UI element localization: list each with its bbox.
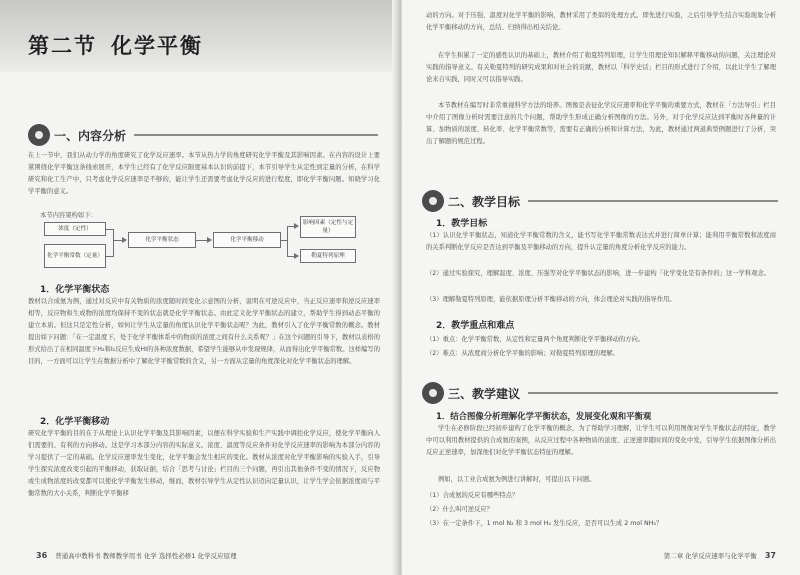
goal-1: （1）认识化学平衡状态，知道化学平衡常数的含义，能书写化学平衡常数表达式并进行简单计算；能利用平衡常数和浓度商的关系判断化学反应是否达到平衡及平衡移动的方向，提升认定量的角度分析化学反应的能力。 <box>426 232 776 251</box>
chapter-name: 化学平衡 <box>111 33 203 58</box>
paragraph-equilibrium-shift: 研究化学平衡的目的在于从理论上认识化学平衡及其影响因素，以便在科学实验和生产实践中调控化学反应，使化学平衡向人们需要的、有利的方向移动。这是学习本部分内容的实际意义。浓度、温度等反应条件对化学反应速率的影响为本部分内容的学习提供了一定的基础。化学反应速率发生变化，化学平衡会发生相应的变化。教材从浓度对化学平衡影响的实验入手，引导学生探究浓度改变引起的平衡移动，获取证据，结合「思考与讨论」栏目的三个问题，再引出其他条件不变的情况下，反应物或生成物浓度的改变都可以使化学平衡发生移动，继而，教材引导学生从定性认识迈向定量认识，让学生学会依据浓度商与平衡常数的大小关系，判断化学平衡移 <box>28 430 380 497</box>
paragraph-methods: 本节教材在编写时非常重视科学方法的培养。图像是表征化学反应速率和化学平衡的重要方式，教材在「方法导引」栏目中介绍了图像分析时需要注意的几个问题，帮助学生形成正确分析图像的方法。另外，对于化学反应达到平衡时各种量的计算、加物质的浓度、转化率、化学平衡常数等，需要有正确的分析和计算方法，为此，教材通过两道典型例题进行了分析，突出了解题的规范过程。 <box>426 102 776 145</box>
question-1: （1）合成氨的反应有哪些特点？ <box>426 492 519 499</box>
diagram-box-equilibrium-state: 化学平衡状态 <box>128 232 196 248</box>
key-point-2: （2）难点：从浓度商分析化学平衡的影响；对勒夏特列原理的理解。 <box>426 350 619 357</box>
question-2: （2）什么叫可逆反应？ <box>426 506 493 513</box>
paragraph-equilibrium-state: 教材以合成氨为例，通过对反应中有关物质的浓度随时间变化示意图的分析，说明在可逆反应中，当正反应速率和逆反应速率相等，反应物和生成物的浓度均保持不变的状态就是化学平衡状态。由此定义化学平衡状态的建立，帮助学生得到动态平衡的建立本质。但这只是定性分析，如何让学生从定量的角度认识化学平衡状态呢？为此，教材引入了化学平衡常数的概念。教材提出如下问题：「在一定温度下，处于化学平衡体系中的物质的浓度之间有什么关系呢？」在这个问题的引导下，教材以表格的形式给出了在相同温度下H₂和I₂反应生成HI的各种浓度数据，希望学生能够从中发现规律，从而得出化学平衡常数。这样编写的目的，一方面可以让学生在数据分析中了解化学平衡常数的含义，另一方面从定量的角度深化对化学平衡状态的理解。 <box>28 298 380 365</box>
key-point-1: （1）重点：化学平衡常数，从定性和定量两个角度判断化学平衡移动的方向。 <box>426 336 645 343</box>
right-page <box>402 0 800 575</box>
paragraph-continuation: 动的方向。对于压强、温度对化学平衡的影响，教材采用了类似的处理方式。即先进行实验，之后引导学生结合实验现象分析化学平衡移动的方向，总结、归纳得出相关结论。 <box>426 12 776 31</box>
chapter-label: 第二章 <box>663 552 684 560</box>
subheading-key-points: 2．教学重点和难点 <box>436 321 515 331</box>
section-bullet-icon <box>28 124 50 146</box>
left-page <box>0 0 398 575</box>
section-bullet-icon <box>422 382 444 404</box>
paragraph-suggestion: 学生在必修阶段已经初步建构了化学平衡的概念，为了帮助学习理解，让学生可以利用图像对学生平衡状态的特征，教学中可以利用教材提供的合成氨的案例，从反应过程中各种物质的浓度、正逆速率随时间的变化中发，引导学生依据图像分析出反应正逆速率，加深他们对化学平衡状态特征的理解。 <box>426 425 776 456</box>
right-footer <box>664 551 776 560</box>
diagram-box-equilibrium-constant: 化学平衡常数（定量） <box>44 244 106 268</box>
diagram-box-influencing-factors: 影响因素（定性与定量） <box>300 216 356 238</box>
subheading-equilibrium-state: 1．化学平衡状态 <box>40 285 110 295</box>
chapter-footer-title: 化学反应速率与化学平衡 <box>685 552 757 560</box>
subheading-suggestion-1: 1．结合图像分析理解化学平衡状态，发展变化观和平衡观 <box>436 411 652 421</box>
section-heading-content-analysis: 一、内容分析 <box>28 124 378 146</box>
section-heading-teaching-goals: 二、教学目标 <box>422 190 778 212</box>
goal-3: （3）理解勒夏特列原理，能依据原理分析平衡移动的方向，体会理论对实践的指导作用。 <box>426 296 676 303</box>
section-heading-teaching-suggestions: 三、教学建议 <box>422 382 778 404</box>
goal-2: （2）通过实验探究，理解温度、浓度、压强等对化学平衡状态的影响，进一步建构「化学变化是有条件的」这一学科观念。 <box>426 270 771 277</box>
structure-intro: 本节内容架构如下： <box>40 212 97 219</box>
left-footer <box>36 551 237 560</box>
section-bullet-icon <box>422 190 444 212</box>
paragraph-example: 例如，以工业合成氨为例进行讲解时，可提出以下问题。 <box>438 476 596 483</box>
diagram-box-concentration: 浓度（定性） <box>44 222 106 236</box>
subheading-equilibrium-shift: 2．化学平衡移动 <box>40 417 110 427</box>
chapter-number: 第二节 <box>28 33 97 58</box>
book-title: 普通高中教科书 教师教学用书 化学 选择性必修1 化学反应原理 <box>55 552 237 560</box>
page-number-left: 36 <box>36 551 48 560</box>
intro-paragraph: 在上一节中，我们从动力学的角度研究了化学反应速率。本节从热力学的角度研究化学平衡及其影响因素。在内容的设计上要紧围绕化学平衡这条线索展开，本学生已经有了化学反应限度基本认识的前提下，本节引导学生从定性到定量的分析，在科学研究和化工生产中，只考虑化学反应速率是不够的，能让学生还需要考虑化学反应的进行程度，即化学平衡问题。知晓学习化学平衡的意义。 <box>28 152 380 195</box>
subheading-teaching-goals: 1．教学目标 <box>436 219 488 229</box>
chapter-title <box>28 30 217 60</box>
diagram-box-le-chatelier: 勒夏特列原理 <box>300 249 356 263</box>
page-number-right: 37 <box>764 551 776 560</box>
question-3: （3）在一定条件下，1 mol N₂ 和 3 mol H₂ 发生反应，是否可以生成 2 mol NH₃？ <box>426 520 663 527</box>
paragraph-le-chatelier: 在学生积累了一定的感性认识的基础上，教材介绍了勒夏特列原理，让学生用理论知识解释平衡移动的问题，关注理论对实践的指导意义。有关勒夏特列的研究成果和对社会的贡献，教材以「科学史话」栏目的形式进行了介绍，以此让学生了解理论来自实践，同时又可以指导实践。 <box>426 52 776 83</box>
diagram-box-equilibrium-shift: 化学平衡移动 <box>213 232 281 248</box>
